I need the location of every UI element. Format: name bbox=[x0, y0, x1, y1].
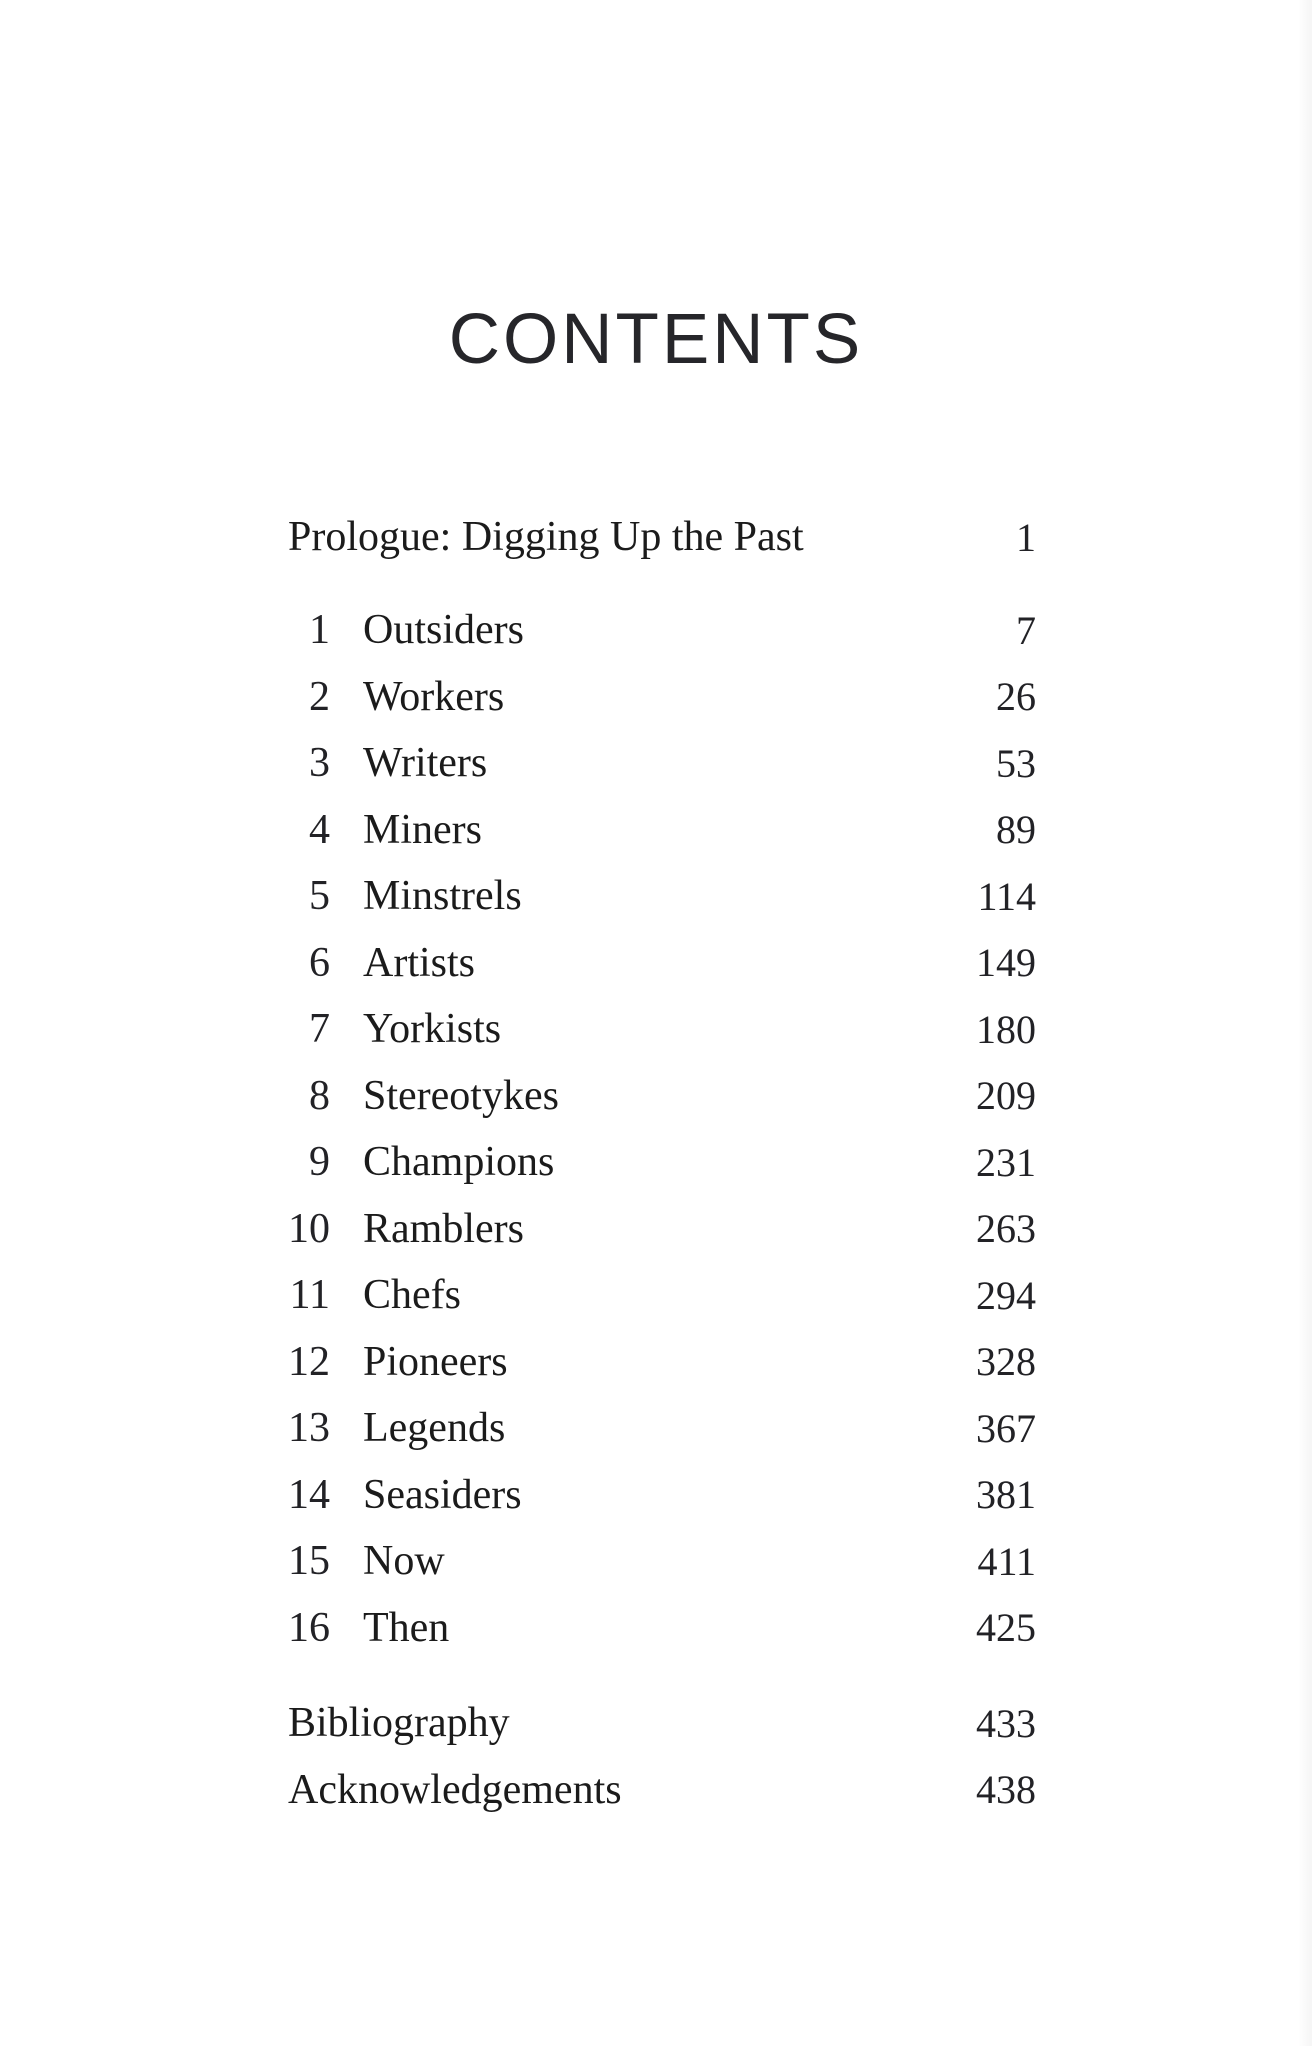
page-title: CONTENTS bbox=[448, 300, 864, 379]
back-matter-label: Bibliography bbox=[288, 1700, 510, 1747]
chapter-page-number: 411 bbox=[977, 1538, 1036, 1584]
toc-chapter-row bbox=[288, 1462, 1036, 1529]
chapter-page-number: 367 bbox=[976, 1405, 1036, 1451]
chapter-title: Stereotykes bbox=[363, 1072, 559, 1119]
chapter-page-number: 7 bbox=[1016, 607, 1036, 653]
chapter-number: 1 bbox=[309, 607, 330, 654]
chapter-title: Seasiders bbox=[363, 1471, 522, 1518]
chapter-number: 3 bbox=[309, 740, 330, 787]
prologue-page-number: 1 bbox=[1016, 514, 1036, 560]
toc-chapter-row bbox=[288, 1595, 1036, 1662]
chapter-number: 12 bbox=[288, 1338, 330, 1385]
toc-chapter-row bbox=[288, 930, 1036, 997]
toc-back-matter-row bbox=[288, 1690, 1036, 1757]
toc-chapter-row bbox=[288, 1528, 1036, 1595]
chapter-title: Yorkists bbox=[363, 1006, 502, 1053]
chapter-title: Minstrels bbox=[363, 873, 522, 920]
chapter-number: 9 bbox=[309, 1139, 330, 1186]
toc-chapter-row bbox=[288, 996, 1036, 1063]
chapter-title: Writers bbox=[363, 740, 488, 787]
chapter-title: Then bbox=[363, 1604, 450, 1651]
toc-chapter-row bbox=[288, 797, 1036, 864]
toc-chapter-row bbox=[288, 1395, 1036, 1462]
back-matter-page-number: 433 bbox=[976, 1700, 1036, 1746]
chapter-page-number: 89 bbox=[996, 807, 1036, 853]
chapter-number: 15 bbox=[288, 1538, 330, 1585]
chapter-title: Chefs bbox=[363, 1272, 461, 1319]
chapter-number: 5 bbox=[309, 873, 330, 920]
chapter-title: Legends bbox=[363, 1405, 506, 1452]
prologue-section bbox=[288, 504, 1036, 571]
toc-chapter-row bbox=[288, 1329, 1036, 1396]
toc-chapter-row bbox=[288, 1196, 1036, 1263]
chapter-page-number: 180 bbox=[976, 1006, 1036, 1052]
chapter-number: 6 bbox=[309, 939, 330, 986]
toc-chapter-row bbox=[288, 664, 1036, 731]
chapter-page-number: 114 bbox=[977, 873, 1036, 919]
toc-chapter-row bbox=[288, 1262, 1036, 1329]
chapter-number: 2 bbox=[309, 673, 330, 720]
chapter-title: Workers bbox=[363, 673, 505, 720]
chapter-title: Pioneers bbox=[363, 1338, 508, 1385]
chapter-page-number: 263 bbox=[976, 1206, 1036, 1252]
table-of-contents bbox=[288, 0, 1036, 2046]
toc-chapter-row bbox=[288, 1129, 1036, 1196]
chapter-page-number: 231 bbox=[976, 1139, 1036, 1185]
chapter-page-number: 53 bbox=[996, 740, 1036, 786]
chapter-number: 14 bbox=[288, 1471, 330, 1518]
chapter-page-number: 381 bbox=[976, 1472, 1036, 1518]
chapter-list bbox=[288, 597, 1036, 1661]
chapter-title: Outsiders bbox=[363, 607, 524, 654]
chapter-number: 11 bbox=[289, 1272, 330, 1319]
chapter-page-number: 209 bbox=[976, 1073, 1036, 1119]
chapter-title: Miners bbox=[363, 806, 482, 853]
chapter-page-number: 425 bbox=[976, 1605, 1036, 1651]
chapter-page-number: 26 bbox=[996, 674, 1036, 720]
back-matter-list bbox=[288, 1690, 1036, 1823]
chapter-number: 4 bbox=[309, 806, 330, 853]
chapter-number: 7 bbox=[309, 1006, 330, 1053]
chapter-number: 16 bbox=[288, 1604, 330, 1651]
chapter-page-number: 149 bbox=[976, 940, 1036, 986]
toc-chapter-row bbox=[288, 863, 1036, 930]
chapter-page-number: 294 bbox=[976, 1272, 1036, 1318]
chapter-number: 8 bbox=[309, 1072, 330, 1119]
back-matter-label: Acknowledgements bbox=[288, 1766, 622, 1813]
chapter-title: Champions bbox=[363, 1139, 555, 1186]
chapter-title: Ramblers bbox=[363, 1205, 524, 1252]
toc-chapter-row bbox=[288, 1063, 1036, 1130]
prologue-label: Prologue: Digging Up the Past bbox=[288, 514, 804, 561]
toc-chapter-row bbox=[288, 597, 1036, 664]
chapter-page-number: 328 bbox=[976, 1339, 1036, 1385]
toc-back-matter-row bbox=[288, 1757, 1036, 1824]
chapter-title: Artists bbox=[363, 939, 476, 986]
toc-prologue-row bbox=[288, 504, 1036, 571]
back-matter-page-number: 438 bbox=[976, 1767, 1036, 1813]
chapter-title: Now bbox=[363, 1538, 445, 1585]
chapter-number: 10 bbox=[288, 1205, 330, 1252]
chapter-number: 13 bbox=[288, 1405, 330, 1452]
toc-chapter-row bbox=[288, 730, 1036, 797]
